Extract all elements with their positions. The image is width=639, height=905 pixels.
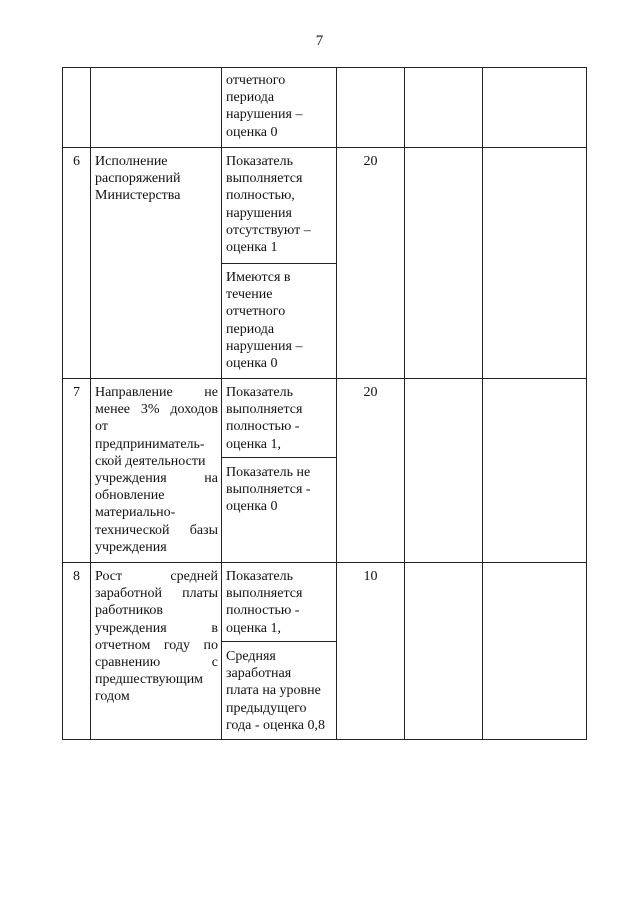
criteria-divider [221, 641, 337, 642]
row-number: 7 [73, 385, 80, 400]
criteria-text: отчетного периода нарушения – оценка 0 [226, 73, 303, 140]
indicator-name: Направление не менее 3% доходов от предприниматель- ской деятельности учреждения на обновление материально- технической базы учреждения [95, 385, 218, 555]
criteria-text: Показатель выполняется полностью - оценка 1, [226, 569, 303, 636]
criteria-text: Показатель выполняется полностью, нарушения отсутствуют – оценка 1 [226, 154, 311, 256]
criteria-divider [221, 457, 337, 458]
row-number: 6 [73, 154, 80, 169]
criteria-text: Средняя заработная плата на уровне предыдущего года - оценка 0,8 [226, 649, 325, 733]
column-divider [404, 67, 405, 740]
score-value: 10 [363, 569, 378, 584]
row-divider [62, 147, 587, 148]
criteria-text: Имеются в течение отчетного периода нарушения – оценка 0 [226, 270, 303, 372]
column-divider [90, 67, 91, 740]
page-number: 7 [315, 33, 324, 49]
table-border-top [62, 67, 587, 68]
column-divider [221, 67, 222, 740]
criteria-text: Показатель выполняется полностью - оценка 1, [226, 385, 303, 452]
indicator-name: Рост средней заработной платы работников учреждения в отчетном году по сравнению с предшествующим годом [95, 569, 218, 705]
row-number: 8 [73, 569, 80, 584]
score-value: 20 [363, 385, 378, 400]
row-divider [62, 562, 587, 563]
indicator-name: Исполнение распоряжений Министерства [95, 154, 181, 204]
criteria-divider [221, 263, 337, 264]
row-divider [62, 378, 587, 379]
table-border-right [586, 67, 587, 740]
column-divider [482, 67, 483, 740]
score-value: 20 [363, 154, 378, 169]
criteria-text: Показатель не выполняется - оценка 0 [226, 465, 311, 515]
table-border-bottom [62, 739, 587, 740]
